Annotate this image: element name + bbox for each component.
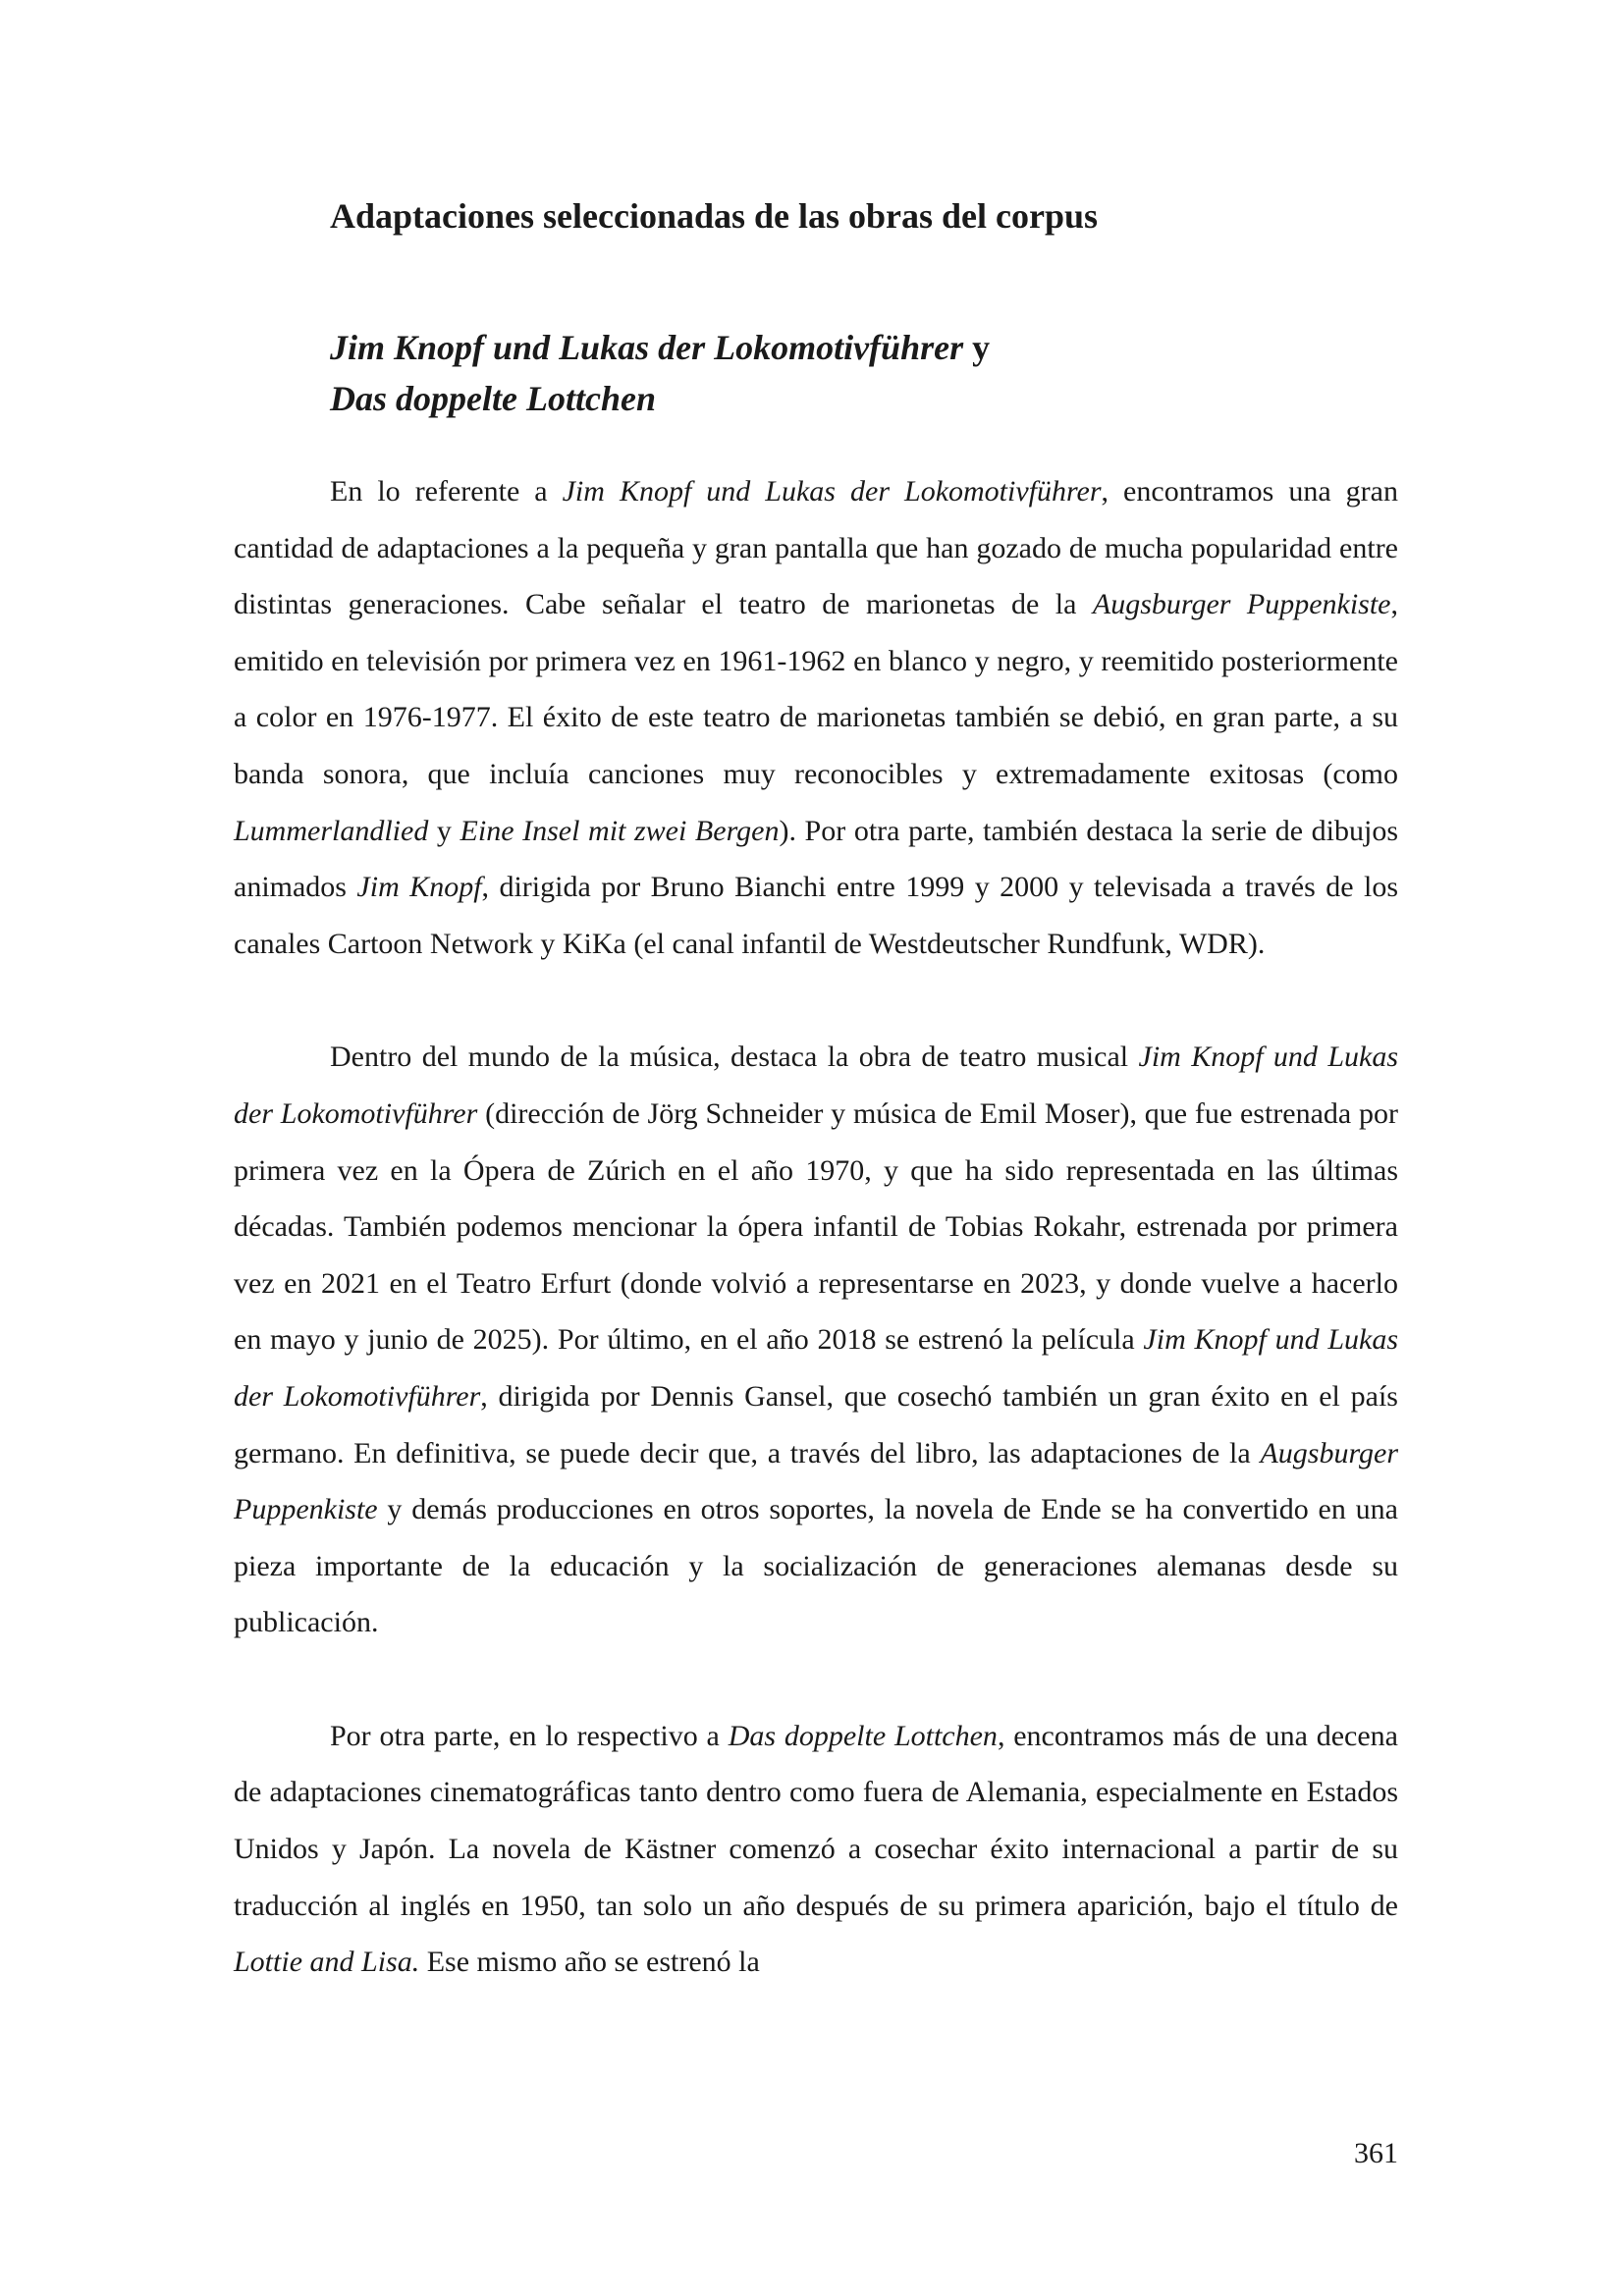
italic-title: Jim Knopf und Lukas der Lokomotivführer [562, 475, 1102, 507]
text-run: (dirección de Jörg Schneider y música de Emil Moser), que fue estrenada por primera vez en la Ópera de Zúrich en el año 1970, y que ha sido representada en las últimas décadas. También podemos mencionar la ópera infantil de Tobias Rokahr, estrenada por primera vez en 2021 en el Teatro Erfurt (donde volvió a representarse en 2023, y donde vuelve a hacerlo en mayo y junio de 2025). Por último, en el año 2018 se estrenó la película [234, 1096, 1398, 1357]
text-run: En lo referente a [330, 475, 563, 507]
italic-title: Lummerlandlied [234, 814, 429, 847]
italic-title: Jim Knopf und Lukas der Lokomotivführer [234, 1323, 1398, 1413]
paragraph-1 [234, 463, 1398, 972]
italic-title: Lottie and Lisa. [234, 1946, 420, 1979]
text-run: , dirigida por Bruno Bianchi entre 1999 y 2000 y televisada a través de los canales Cartoon Network y KiKa (el canal infantil de Westdeutscher Rundfunk, WDR). [234, 871, 1398, 960]
text-run: , emitido en televisión por primera vez en 1961-1962 en blanco y negro, y reemitido posteriormente a color en 1976-1977. El éxito de este teatro de marionetas también se debió, en gran parte, a su banda sonora, que incluía canciones muy reconocibles y extremadamente exitosas (como [234, 588, 1398, 790]
text-run: Dentro del mundo de la música, destaca la obra de teatro musical [330, 1041, 1139, 1074]
italic-title: Augsburger Puppenkiste [234, 1436, 1398, 1526]
subsection-title-connector: y [963, 328, 991, 367]
italic-title: Eine Insel mit zwei Bergen [460, 814, 780, 847]
italic-title: Jim Knopf [356, 871, 482, 904]
text-run: Ese mismo año se estrenó la [419, 1946, 760, 1979]
italic-title: Das doppelte Lottchen [728, 1719, 998, 1752]
text-run: , dirigida por Dennis Gansel, que cosechó también un gran éxito en el país germano. En definitiva, se puede decir que, a través del libro, las adaptaciones de la [234, 1379, 1398, 1469]
text-run: y [428, 814, 460, 847]
body-text [234, 463, 1398, 1991]
paragraph-3 [234, 1708, 1398, 1991]
page-number: 361 [1354, 2137, 1398, 2169]
section-title: Adaptaciones seleccionadas de las obras del corpus [330, 196, 1099, 236]
text-run: , encontramos más de una decena de adaptaciones cinematográficas tanto dentro como fuera de Alemania, especialmente en Estados Unidos y Japón. La novela de Kästner comenzó a cosechar éxito internacional a partir de su traducción al inglés en 1950, tan solo un año después de su primera aparición, bajo el título de [234, 1719, 1398, 1922]
italic-title: Augsburger Puppenkiste [1092, 588, 1391, 621]
italic-title: Jim Knopf und Lukas der Lokomotivführer [234, 1041, 1398, 1130]
subsection-title-work-2: Das doppelte Lottchen [330, 379, 656, 418]
subsection-title [330, 322, 1312, 424]
paragraph-2 [234, 1029, 1398, 1651]
text-run: ). Por otra parte, también destaca la serie de dibujos animados [234, 814, 1399, 904]
text-run: Por otra parte, en lo respectivo a [330, 1719, 729, 1752]
subsection-title-work-1: Jim Knopf und Lukas der Lokomotivführer [330, 328, 964, 367]
text-run: , encontramos una gran cantidad de adaptaciones a la pequeña y gran pantalla que han gozado de mucha popularidad entre distintas generaciones. Cabe señalar el teatro de marionetas de la [234, 475, 1398, 621]
text-run: y demás producciones en otros soportes, la novela de Ende se ha convertido en una pieza importante de la educación y la socialización de generaciones alemanas desde su publicación. [234, 1493, 1398, 1639]
